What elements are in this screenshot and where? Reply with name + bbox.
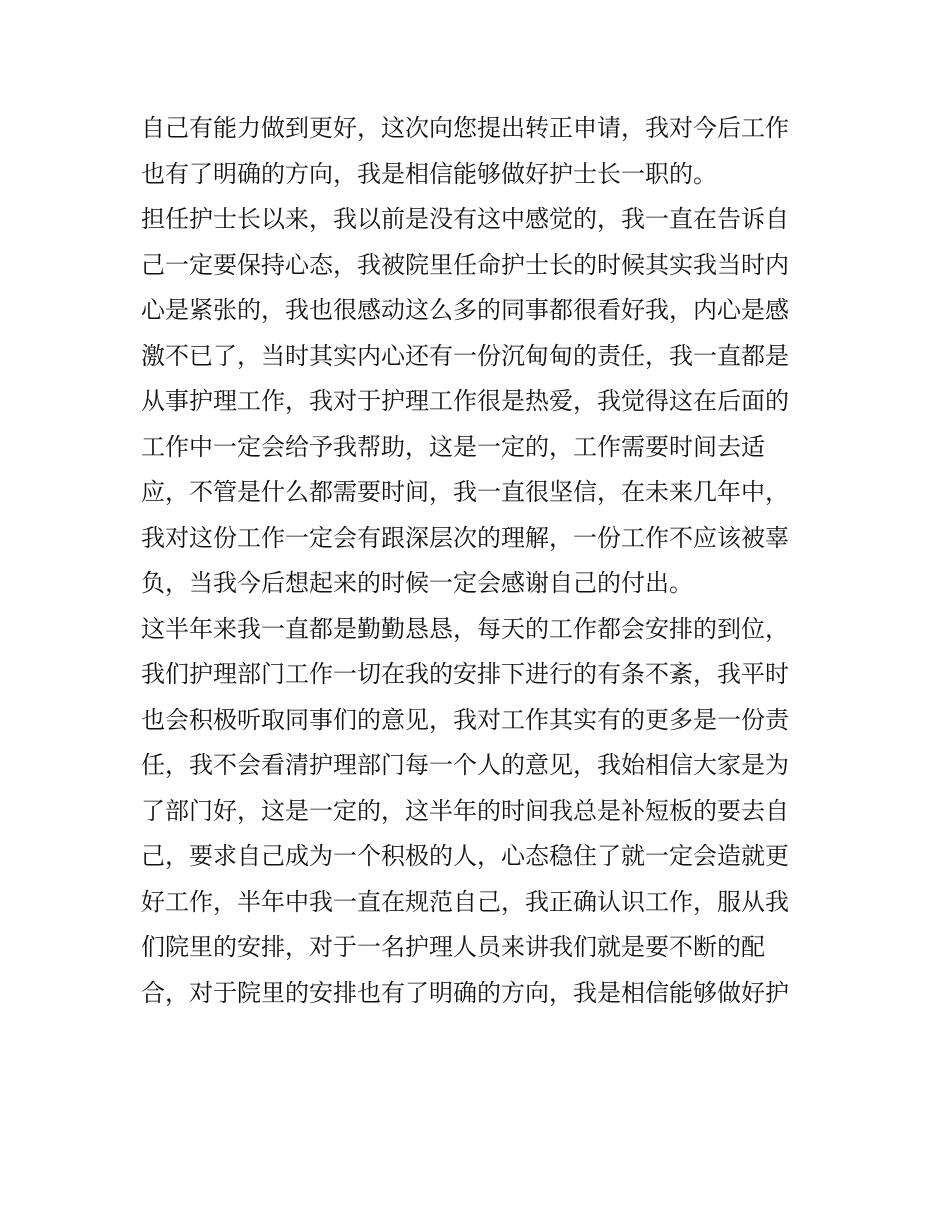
text-line: 我们护理部门工作一切在我的安排下进行的有条不紊，我平时 (141, 660, 789, 688)
text-line: 合，对于院里的安排也有了明确的方向，我是相信能够做好护 (141, 978, 789, 1007)
text-line: 己一定要保持心态，我被院里任命护士长的时候其实我当时内 (141, 250, 789, 279)
text-line: 好工作，半年中我一直在规范自己，我正确认识工作，服从我 (141, 887, 789, 916)
text-line: 担任护士长以来，我以前是没有这中感觉的，我一直在告诉自 (141, 205, 789, 233)
text-line: 心是紧张的，我也很感动这么多的同事都很看好我，内心是感 (141, 296, 789, 324)
text-line: 应，不管是什么都需要时间，我一直很坚信，在未来几年中， (141, 478, 789, 506)
text-line: 工作中一定会给予我帮助，这是一定的，工作需要时间去适 (141, 432, 765, 461)
text-line: 这半年来我一直都是勤勤恳恳，每天的工作都会安排的到位， (141, 614, 789, 643)
text-line: 从事护理工作，我对于护理工作很是热爱，我觉得这在后面的 (141, 387, 789, 415)
text-line: 们院里的安排，对于一名护理人员来讲我们就是要不断的配 (141, 933, 765, 961)
text-line: 己，要求自己成为一个积极的人，心态稳住了就一定会造就更 (141, 842, 789, 870)
text-line: 我对这份工作一定会有跟深层次的理解，一份工作不应该被辜 (141, 523, 789, 552)
text-line: 自己有能力做到更好，这次向您提出转正申请，我对今后工作 (141, 114, 789, 142)
text-line: 也会积极听取同事们的意见，我对工作其实有的更多是一份责 (141, 705, 789, 734)
text-line: 任，我不会看清护理部门每一个人的意见，我始相信大家是为 (141, 751, 789, 779)
text-line: 负，当我今后想起来的时候一定会感谢自己的付出。 (141, 569, 693, 597)
text-line: 了部门好，这是一定的，这半年的时间我总是补短板的要去自 (141, 796, 789, 825)
text-line: 激不已了，当时其实内心还有一份沉甸甸的责任，我一直都是 (141, 341, 789, 370)
body-text (141, 106, 821, 1016)
text-line: 也有了明确的方向，我是相信能够做好护士长一职的。 (141, 159, 717, 188)
